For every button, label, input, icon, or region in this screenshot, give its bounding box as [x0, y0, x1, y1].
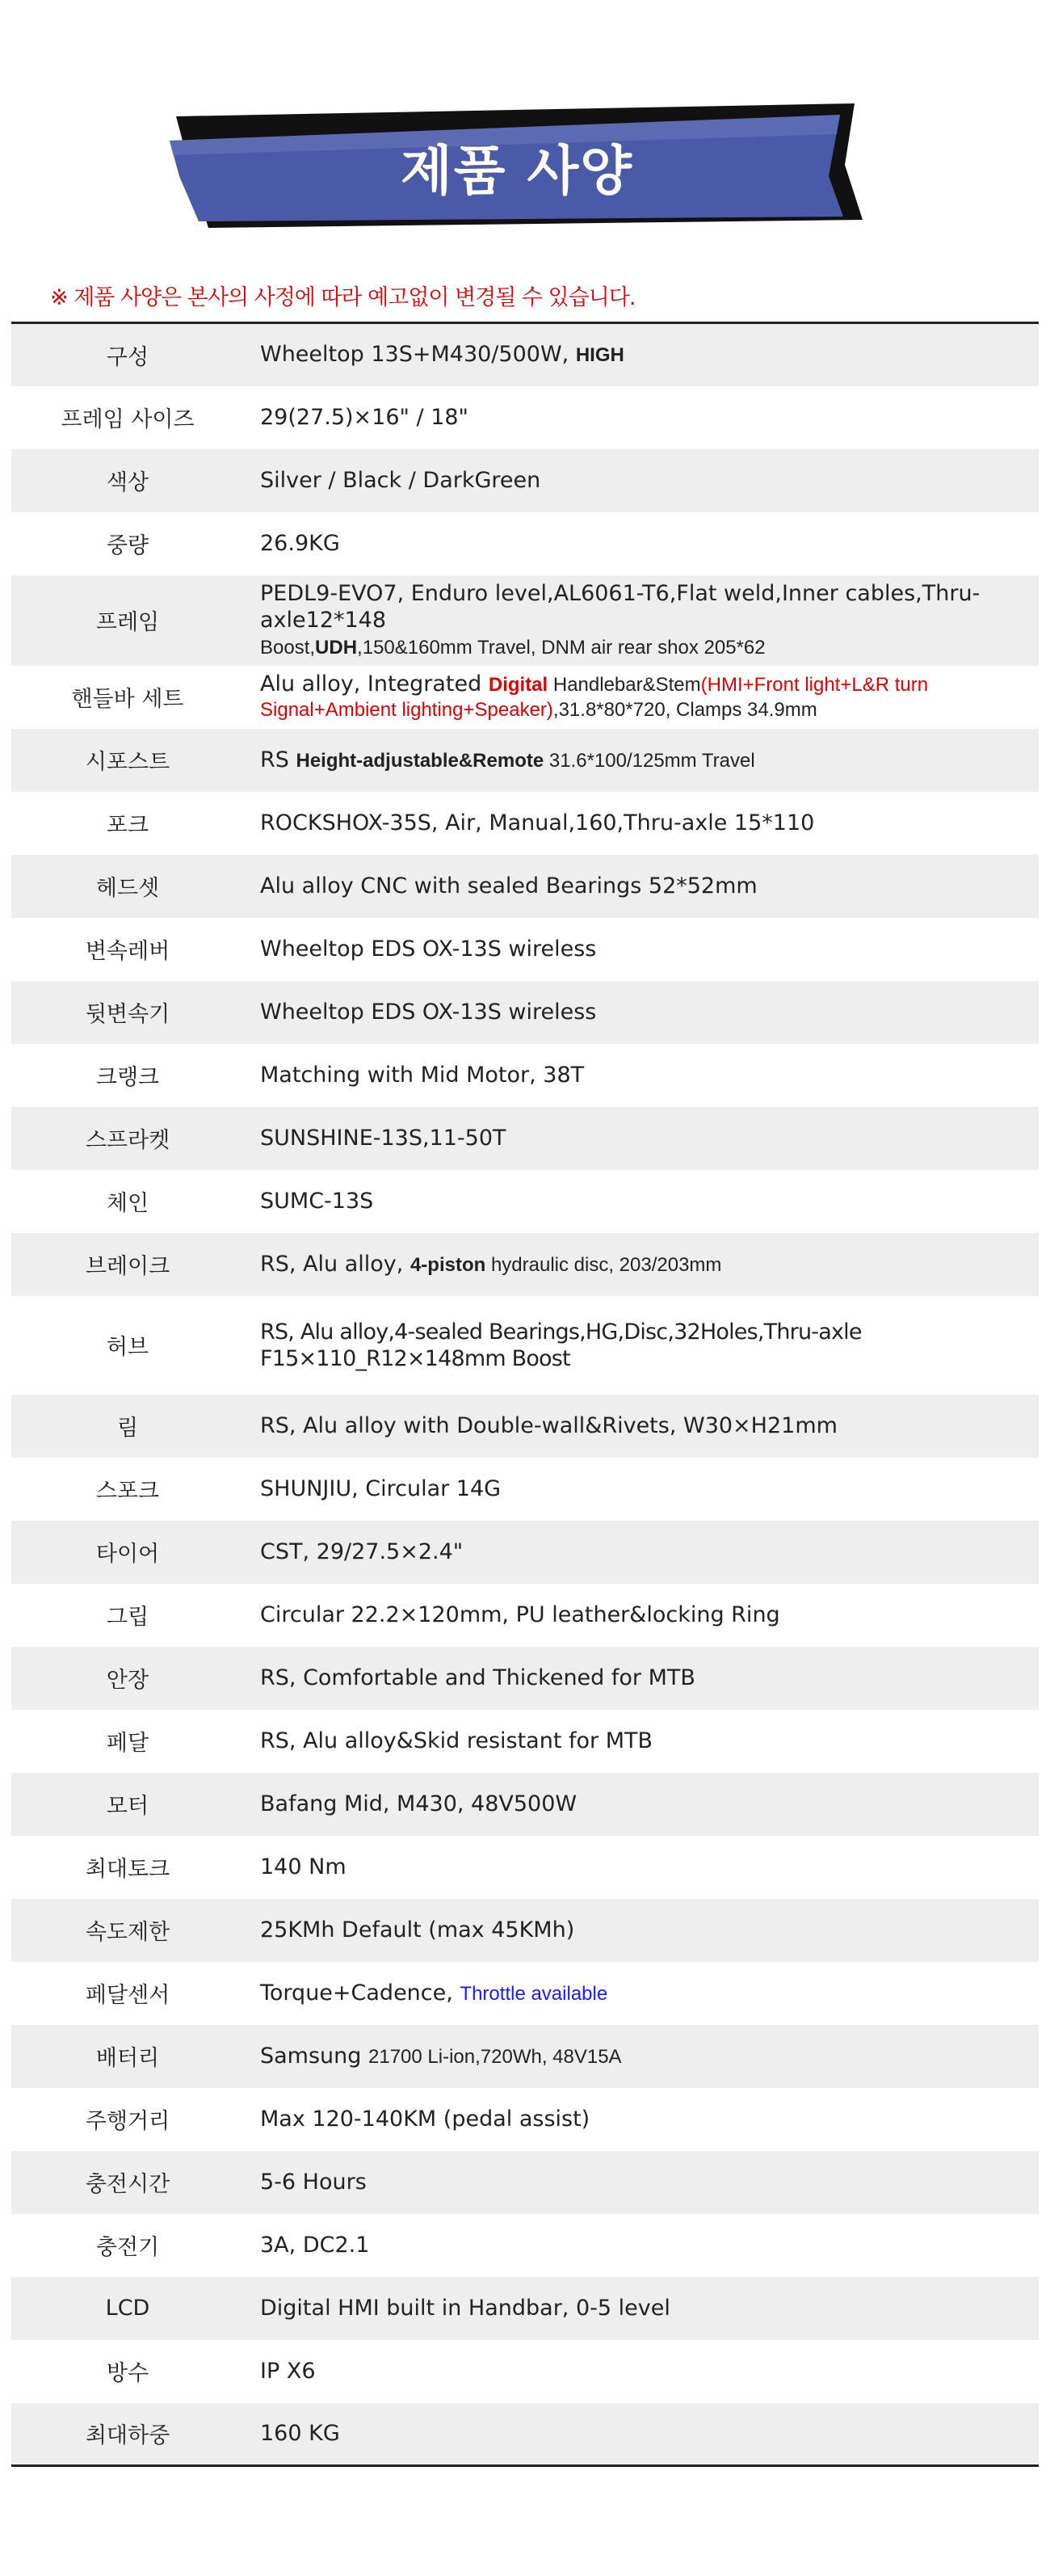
table-row: [11, 729, 1039, 792]
spec-value: RS, Alu alloy, 4-piston hydraulic disc, 203/203mm: [244, 1233, 1039, 1296]
table-row: [11, 1773, 1039, 1836]
spec-value: Wheeltop EDS OX-13S wireless: [244, 918, 1039, 981]
table-row: [11, 855, 1039, 918]
spec-value: Matching with Mid Motor, 38T: [244, 1044, 1039, 1107]
spec-value: RS, Alu alloy,4-sealed Bearings,HG,Disc,32Holes,Thru-axle F15×110_R12×148mm Boost: [244, 1296, 1039, 1395]
spec-label: 체인: [11, 1170, 244, 1233]
spec-value: 140 Nm: [244, 1836, 1039, 1899]
table-row: [11, 666, 1039, 729]
spec-value: Wheeltop EDS OX-13S wireless: [244, 981, 1039, 1044]
table-row: [11, 2403, 1039, 2466]
table-row: [11, 1296, 1039, 1395]
spec-label: 그립: [11, 1584, 244, 1647]
table-row: [11, 449, 1039, 512]
spec-value: RS, Alu alloy with Double-wall&Rivets, W30×H21mm: [244, 1395, 1039, 1458]
spec-value: Samsung 21700 Li-ion,720Wh, 48V15A: [244, 2025, 1039, 2088]
spec-value: 26.9KG: [244, 512, 1039, 575]
spec-label: 스포크: [11, 1458, 244, 1521]
spec-value: Alu alloy CNC with sealed Bearings 52*52mm: [244, 855, 1039, 918]
spec-value: 29(27.5)×16" / 18": [244, 386, 1039, 449]
page-title: 제품 사양: [400, 140, 633, 202]
table-row: [11, 1170, 1039, 1233]
spec-value: Alu alloy, Integrated Digital Handlebar&Stem(HMI+Front light+L&R turn Signal+Ambient lighting+Speaker),31.8*80*720, Clamps 34.9mm: [244, 666, 1039, 729]
spec-change-notice: ※ 제품 사양은 본사의 사정에 따라 예고없이 변경될 수 있습니다.: [50, 285, 636, 310]
table-row: [11, 2277, 1039, 2340]
spec-value: Torque+Cadence, Throttle available: [244, 1962, 1039, 2025]
spec-label: 배터리: [11, 2025, 244, 2088]
spec-label: 허브: [11, 1296, 244, 1395]
spec-label: 색상: [11, 449, 244, 512]
table-row: [11, 792, 1039, 855]
table-row: [11, 1458, 1039, 1521]
spec-value: Silver / Black / DarkGreen: [244, 449, 1039, 512]
spec-value: Max 120-140KM (pedal assist): [244, 2088, 1039, 2151]
spec-label: 최대토크: [11, 1836, 244, 1899]
spec-value: SUNSHINE-13S,11-50T: [244, 1107, 1039, 1170]
spec-label: 페달센서: [11, 1962, 244, 2025]
spec-label: 변속레버: [11, 918, 244, 981]
table-row: [11, 2151, 1039, 2214]
spec-value: RS, Alu alloy&Skid resistant for MTB: [244, 1710, 1039, 1773]
spec-value: Bafang Mid, M430, 48V500W: [244, 1773, 1039, 1836]
table-row: [11, 512, 1039, 575]
spec-label: 충전시간: [11, 2151, 244, 2214]
spec-value: 3A, DC2.1: [244, 2214, 1039, 2277]
spec-value: SHUNJIU, Circular 14G: [244, 1458, 1039, 1521]
spec-value: IP X6: [244, 2340, 1039, 2403]
spec-label: 뒷변속기: [11, 981, 244, 1044]
title-banner: [162, 99, 872, 236]
spec-label: 림: [11, 1395, 244, 1458]
table-row: [11, 2088, 1039, 2151]
table-row: [11, 2025, 1039, 2088]
spec-value: SUMC-13S: [244, 1170, 1039, 1233]
table-row: [11, 2214, 1039, 2277]
table-row: [11, 1899, 1039, 1962]
spec-value: Digital HMI built in Handbar, 0-5 level: [244, 2277, 1039, 2340]
spec-label: 타이어: [11, 1521, 244, 1584]
table-row: [11, 1710, 1039, 1773]
table-row: [11, 2340, 1039, 2403]
table-row: [11, 1521, 1039, 1584]
table-row: [11, 1962, 1039, 2025]
spec-label: 구성: [11, 323, 244, 386]
spec-table: [11, 322, 1039, 2467]
spec-label: 주행거리: [11, 2088, 244, 2151]
spec-value: PEDL9-EVO7, Enduro level,AL6061-T6,Flat weld,Inner cables,Thru-axle12*148 Boost,UDH,150&160mm Travel, DNM air rear shox 205*62: [244, 575, 1039, 666]
spec-value: RS, Comfortable and Thickened for MTB: [244, 1647, 1039, 1710]
table-row: [11, 1044, 1039, 1107]
spec-label: 모터: [11, 1773, 244, 1836]
table-row: [11, 323, 1039, 386]
spec-value: 5-6 Hours: [244, 2151, 1039, 2214]
spec-value: RS Height-adjustable&Remote 31.6*100/125mm Travel: [244, 729, 1039, 792]
spec-label: 프레임 사이즈: [11, 386, 244, 449]
spec-label: 시포스트: [11, 729, 244, 792]
spec-label: 충전기: [11, 2214, 244, 2277]
spec-label: 헤드셋: [11, 855, 244, 918]
spec-label: 중량: [11, 512, 244, 575]
spec-label: 포크: [11, 792, 244, 855]
spec-label: 방수: [11, 2340, 244, 2403]
table-row: [11, 1107, 1039, 1170]
spec-label: 스프라켓: [11, 1107, 244, 1170]
spec-label: 브레이크: [11, 1233, 244, 1296]
spec-label: 핸들바 세트: [11, 666, 244, 729]
spec-value: Circular 22.2×120mm, PU leather&locking Ring: [244, 1584, 1039, 1647]
spec-label: 속도제한: [11, 1899, 244, 1962]
spec-value: 160 KG: [244, 2403, 1039, 2466]
spec-label: 크랭크: [11, 1044, 244, 1107]
spec-label: 안장: [11, 1647, 244, 1710]
spec-label: LCD: [11, 2277, 244, 2340]
table-row: [11, 918, 1039, 981]
spec-value: ROCKSHOX-35S, Air, Manual,160,Thru-axle 15*110: [244, 792, 1039, 855]
spec-label: 프레임: [11, 575, 244, 666]
spec-label: 최대하중: [11, 2403, 244, 2466]
table-row: [11, 386, 1039, 449]
table-row: [11, 1395, 1039, 1458]
table-row: [11, 1233, 1039, 1296]
table-row: [11, 1584, 1039, 1647]
table-row: [11, 981, 1039, 1044]
spec-value: 25KMh Default (max 45KMh): [244, 1899, 1039, 1962]
spec-label: 페달: [11, 1710, 244, 1773]
table-row: [11, 575, 1039, 666]
spec-value: Wheeltop 13S+M430/500W, HIGH: [244, 323, 1039, 386]
table-row: [11, 1647, 1039, 1710]
table-row: [11, 1836, 1039, 1899]
spec-value: CST, 29/27.5×2.4": [244, 1521, 1039, 1584]
